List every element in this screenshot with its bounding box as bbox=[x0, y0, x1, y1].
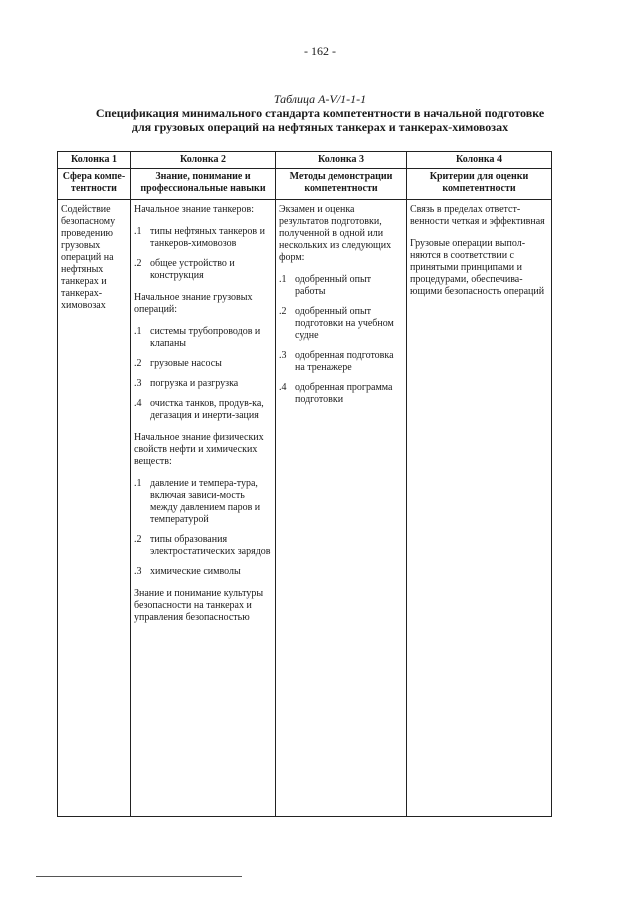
list-item bbox=[134, 326, 272, 350]
competence-cell bbox=[58, 200, 131, 817]
column-1-header: Колонка 1 bbox=[58, 152, 131, 169]
item-text: одобренная подготовка на тренажере bbox=[295, 350, 394, 373]
item-number: .4 bbox=[134, 398, 142, 409]
list-item bbox=[134, 226, 272, 250]
list-item bbox=[134, 534, 272, 558]
methods-header: Методы демонстрации компетентности bbox=[276, 169, 407, 200]
item-number: .2 bbox=[134, 534, 142, 545]
list-item bbox=[279, 306, 403, 342]
list-item bbox=[134, 478, 272, 526]
item-number: .2 bbox=[134, 258, 142, 269]
item-text: давление и темпера-тура, включая зависи-мость между давлением паров и температурой bbox=[150, 478, 261, 525]
item-number: .3 bbox=[134, 566, 142, 577]
item-text: химические символы bbox=[150, 566, 241, 577]
item-number: .4 bbox=[279, 382, 287, 393]
item-number: .2 bbox=[279, 306, 287, 317]
item-text: одобренная программа подготовки bbox=[295, 382, 393, 405]
knowledge-section bbox=[134, 432, 272, 578]
item-number: .1 bbox=[134, 478, 142, 489]
criteria-paragraph: Грузовые операции выпол-няются в соответствии с принятыми принципами и процедурами, обеспечива-ющими безопасность операций bbox=[410, 238, 545, 297]
knowledge-section bbox=[134, 292, 272, 422]
criteria-paragraph: Связь в пределах ответст-венности четкая и эффективная bbox=[410, 204, 545, 227]
footnote-divider bbox=[36, 876, 242, 877]
section-heading: Начальное знание танкеров: bbox=[134, 204, 254, 215]
knowledge-cell bbox=[131, 200, 276, 817]
item-number: .2 bbox=[134, 358, 142, 369]
column-2-header: Колонка 2 bbox=[131, 152, 276, 169]
list-item bbox=[134, 566, 272, 578]
closing-paragraph: Знание и понимание культуры безопасности на танкерах и управления безопасностью bbox=[134, 588, 264, 623]
item-text: очистка танков, продув-ка, дегазация и инерти-зация bbox=[150, 398, 264, 421]
item-number: .3 bbox=[134, 378, 142, 389]
item-text: одобренный опыт подготовки на учебном судне bbox=[295, 306, 394, 341]
methods-cell bbox=[276, 200, 407, 817]
knowledge-header: Знание, понимание и профессиональные навыки bbox=[131, 169, 276, 200]
column-4-header: Колонка 4 bbox=[407, 152, 552, 169]
table-title-line-1: Спецификация минимального стандарта компетентности в начальной подготовке bbox=[95, 106, 545, 120]
item-number: .3 bbox=[279, 350, 287, 361]
list-item bbox=[279, 350, 403, 374]
table-title-line-2: для грузовых операций на нефтяных танкерах и танкерах-химовозах bbox=[131, 120, 509, 134]
column-header-row bbox=[58, 152, 552, 169]
item-text: погрузка и разгрузка bbox=[150, 378, 239, 389]
item-number: .1 bbox=[279, 274, 287, 285]
list-item bbox=[279, 274, 403, 298]
section-heading: Начальное знание грузовых операций: bbox=[134, 292, 253, 315]
page-number: - 162 - bbox=[304, 44, 336, 58]
competence-header: Сфера компе-тентности bbox=[58, 169, 131, 200]
column-3-header: Колонка 3 bbox=[276, 152, 407, 169]
list-item bbox=[134, 398, 272, 422]
knowledge-section bbox=[134, 204, 272, 282]
item-text: типы образования электростатических зарядов bbox=[150, 534, 271, 557]
list-item bbox=[134, 358, 272, 370]
list-item bbox=[279, 382, 403, 406]
criteria-header: Критерии для оценки компетентности bbox=[407, 169, 552, 200]
methods-intro: Экзамен и оценка результатов подготовки, полученной в одной или нескольких из следующих форм: bbox=[279, 204, 392, 263]
subheader-row bbox=[58, 169, 552, 200]
item-text: системы трубопроводов и клапаны bbox=[150, 326, 261, 349]
item-text: грузовые насосы bbox=[150, 358, 222, 369]
competence-text: Содействие безопасному проведению грузовых операций на нефтяных танкерах и танкерах-химовозах bbox=[61, 204, 116, 311]
criteria-cell bbox=[407, 200, 552, 817]
item-text: одобренный опыт работы bbox=[295, 274, 372, 297]
competence-table bbox=[57, 151, 552, 817]
item-number: .1 bbox=[134, 226, 142, 237]
item-number: .1 bbox=[134, 326, 142, 337]
section-heading: Начальное знание физических свойств нефти и химических веществ: bbox=[134, 432, 264, 467]
table-body-row bbox=[58, 200, 552, 817]
table-title bbox=[60, 106, 580, 134]
item-text: типы нефтяных танкеров и танкеров-химовозов bbox=[150, 226, 265, 249]
list-item bbox=[134, 378, 272, 390]
list-item bbox=[134, 258, 272, 282]
item-text: общее устройство и конструкция bbox=[150, 258, 235, 281]
table-caption: Таблица A-V/1-1-1 bbox=[273, 92, 367, 106]
